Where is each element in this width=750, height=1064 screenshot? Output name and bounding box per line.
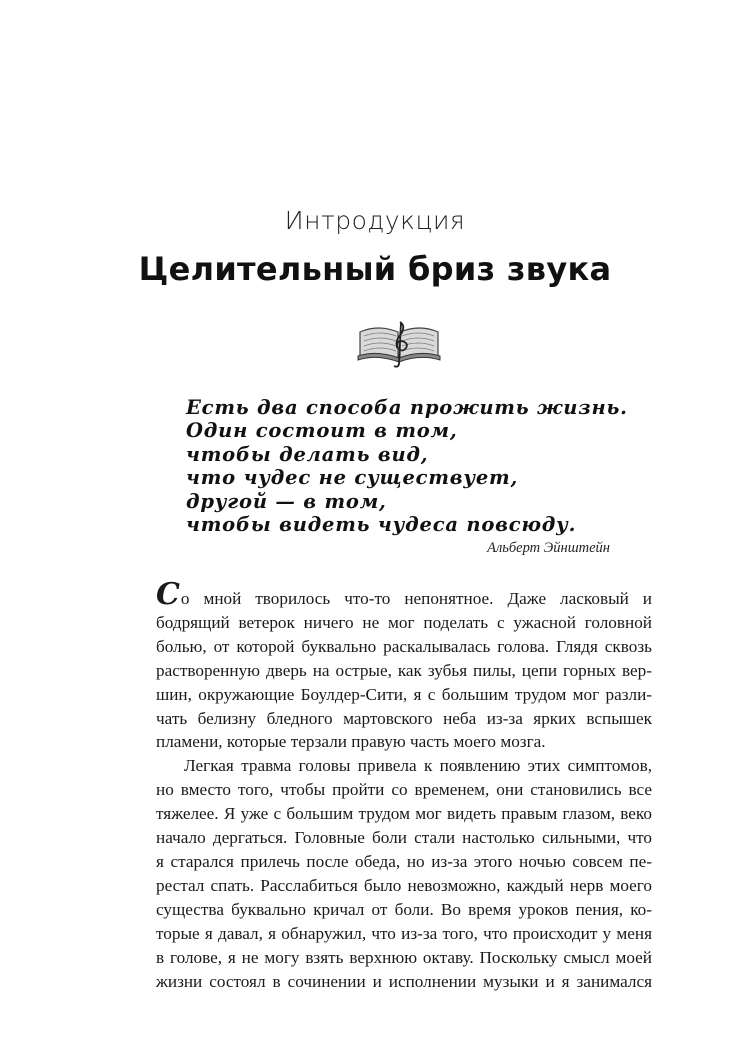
epigraph-line: чтобы видеть чудеса повсюду. bbox=[186, 513, 577, 537]
text-line: пламени, которые терзали правую часть моего мозга. bbox=[156, 732, 546, 752]
body-text bbox=[156, 577, 652, 993]
text-line bbox=[156, 577, 652, 612]
epigraph-line: Один состоит в том, bbox=[186, 419, 458, 443]
open-book-with-treble-clef-icon bbox=[356, 318, 442, 370]
text-line: рестал спать. Расслабиться было невозможно, каждый нерв моего bbox=[156, 875, 652, 895]
epigraph-line: что чудес не существует, bbox=[186, 466, 519, 490]
paragraph bbox=[156, 577, 652, 754]
epigraph bbox=[186, 396, 628, 537]
text-line: болью, от которой буквально раскалывалась голова. Глядя сквозь bbox=[156, 636, 652, 656]
chapter-title: Целительный бриз звука bbox=[138, 250, 612, 288]
text-line-content: о мной творилось что-то непонятное. Даже ласковый и bbox=[180, 589, 652, 608]
chapter-label: Интродукция bbox=[284, 206, 466, 235]
text-line: начало дергаться. Головные боли стали настолько сильными, что bbox=[156, 828, 652, 848]
text-line: растворенную дверь на острые, как зубья пилы, цепи горных вер- bbox=[156, 660, 652, 680]
text-line: в голове, я не могу взять верхнюю октаву. Поскольку смысл моей bbox=[156, 947, 652, 967]
drop-cap: С bbox=[156, 577, 180, 612]
text-line: существа буквально кричал от боли. Во время уроков пения, ко- bbox=[156, 899, 652, 919]
text-line: чать белизну бледного мартовского неба из-за ярких вспышек bbox=[156, 708, 652, 728]
paragraph bbox=[156, 754, 652, 993]
text-line: но вместо того, чтобы пройти со временем, они становились все bbox=[156, 780, 652, 800]
text-line: я старался прилечь после обеда, но из-за этого ночью совсем пе- bbox=[156, 851, 652, 871]
text-line: Легкая травма головы привела к появлению этих симптомов, bbox=[184, 756, 652, 776]
text-line: жизни состоял в сочинении и исполнении музыки и я занимался bbox=[156, 971, 652, 991]
text-line: шин, окружающие Боулдер-Сити, я с большим трудом мог разли- bbox=[156, 684, 652, 704]
epigraph-author: Альберт Эйнштейн bbox=[487, 540, 610, 556]
text-line: торые я давал, я обнаружил, что из-за того, что происходит у меня bbox=[156, 923, 652, 943]
epigraph-line: другой — в том, bbox=[186, 489, 387, 513]
text-line: бодрящий ветерок ничего не мог поделать с ужасной головной bbox=[156, 612, 652, 632]
text-line: тяжелее. Я уже с большим трудом мог видеть правым глазом, веко bbox=[156, 804, 652, 824]
epigraph-line: Есть два способа прожить жизнь. bbox=[186, 396, 628, 419]
epigraph-line: чтобы делать вид, bbox=[186, 442, 429, 466]
